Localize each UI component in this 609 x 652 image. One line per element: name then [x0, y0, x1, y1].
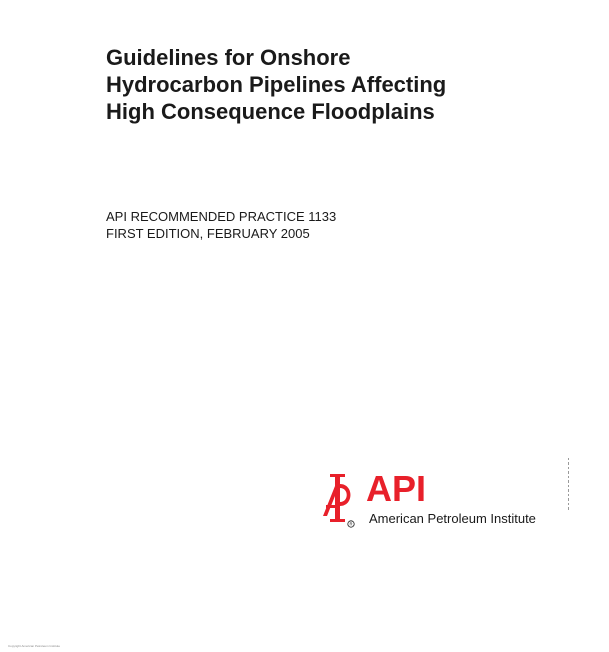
footer-copyright-note: Copyright American Petroleum Institute [8, 644, 61, 648]
document-title [106, 44, 546, 125]
document-meta [106, 208, 506, 242]
api-logo [318, 470, 558, 530]
designation-line: API RECOMMENDED PRACTICE 1133 [106, 209, 337, 224]
side-stamp-mark [566, 458, 572, 510]
title-line-1: Guidelines for Onshore [106, 45, 351, 70]
organization-name: American Petroleum Institute [369, 511, 536, 526]
svg-text:R: R [349, 521, 353, 527]
title-line-3: High Consequence Floodplains [106, 99, 435, 124]
title-line-2: Hydrocarbon Pipelines Affecting [106, 72, 447, 97]
api-wordmark: API [366, 468, 427, 509]
edition-line: FIRST EDITION, FEBRUARY 2005 [106, 226, 310, 241]
api-monogram-icon [318, 472, 358, 530]
